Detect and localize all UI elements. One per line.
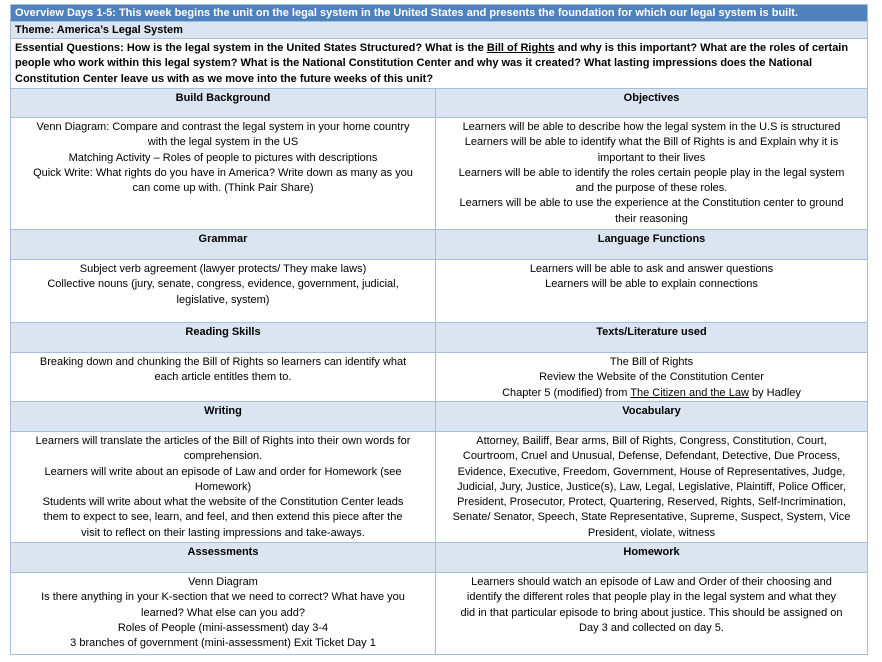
essential-questions-end: and why is this important? What are the roles of certain people who work within this legal system? What is the National Constitution Center and why was it created? What lasting impressions does the National Constitution Center leave us with as we move into the future weeks of this unit? (15, 42, 849, 85)
objectives-line: Learners will be able to use the experience at the Constitution center to ground (459, 197, 844, 210)
vocabulary-cell (436, 432, 867, 542)
citation-suffix: by Hadley (748, 386, 801, 399)
bill-of-rights-underlined: Bill of Rights (486, 42, 555, 54)
vocabulary-line: Evidence, Executive, Freedom, Government, House of Representatives, Judge, (457, 465, 846, 478)
build-background-line: with the legal system in the US (147, 136, 299, 149)
language-functions-heading: Language Functions (597, 233, 706, 245)
citation-line (440, 386, 863, 401)
reading-skills-line: Breaking down and chunking the Bill of Rights so learners can identify what (39, 356, 407, 368)
writing-cell (11, 432, 436, 542)
essential-questions-text (11, 39, 867, 88)
writing-line: Learners will write about an episode of Law and order for Homework (see (44, 465, 402, 478)
assessments-heading: Assessments (11, 543, 436, 572)
vocabulary-line: Senate/ Senator, Speech, State Representative, Supreme, Suspect, System, Vice (452, 511, 851, 524)
objectives-line: Learners will be able to identify what the Bill of Rights is and Explain why it is (464, 136, 839, 149)
build-background-heading: Build Background (11, 89, 436, 117)
writing-line: Homework) (194, 480, 252, 493)
writing-heading: Writing (11, 402, 436, 431)
section-header-row (11, 89, 867, 118)
objectives-heading: Objectives (623, 92, 680, 104)
objectives-line: and the purpose of these roles. (575, 182, 728, 195)
section-content-row (11, 353, 867, 402)
language-functions-line: Learners will be able to ask and answer questions (529, 263, 774, 275)
assessments-line: Roles of People (mini-assessment) day 3-4 (117, 621, 329, 634)
citation-prefix: Chapter 5 (modified) from (502, 386, 631, 399)
language-functions-cell (436, 260, 867, 322)
texts-literature-cell (436, 353, 867, 401)
section-content-row (11, 118, 867, 230)
assessments-line: 3 branches of government (mini-assessment) Exit Ticket Day 1 (70, 637, 376, 650)
language-functions-line: Learners will be able to explain connections (545, 278, 758, 291)
homework-line: did in that particular episode to bring about justice. This should be assigned on (460, 606, 843, 619)
section-header-row (11, 230, 867, 260)
grammar-cell (11, 260, 436, 322)
essential-questions-start: Essential Questions: How is the legal system in the United States Structured? What is the (15, 42, 487, 54)
writing-line: Learners will translate the articles of the Bill of Rights into their own words for (35, 435, 411, 447)
writing-line: comprehension. (183, 450, 263, 463)
reading-skills-heading: Reading Skills (11, 323, 436, 352)
homework-line: identify the different roles that people play in the legal system and what they (466, 591, 837, 604)
vocabulary-line: President, Prosecutor, Protect, Quartering, Reserved, Rights, Self-Incrimination, (457, 496, 846, 509)
texts-literature-heading: Texts/Literature used (596, 326, 707, 338)
homework-line: Learners should watch an episode of Law and Order of their choosing and (471, 576, 832, 588)
section-content-row (11, 573, 867, 655)
lesson-plan-table (10, 4, 868, 655)
homework-line: Day 3 and collected on day 5. (579, 621, 724, 634)
grammar-heading: Grammar (11, 230, 436, 259)
section-header-row (11, 323, 867, 353)
vocabulary-line: Attorney, Bailiff, Bear arms, Bill of Rights, Congress, Constitution, Court, (476, 435, 827, 447)
homework-cell (436, 573, 867, 654)
objectives-line: their reasoning (615, 212, 688, 225)
section-content-row (11, 260, 867, 323)
vocabulary-line: Judicial, Jury, Justice, Justice(s), Law, Legal, Legislative, Plaintiff, Police Officer, (457, 480, 846, 493)
objectives-line: Learners will be able to describe how the legal system in the U.S is structured (462, 121, 841, 133)
objectives-cell (436, 118, 867, 229)
assessments-cell (11, 573, 436, 654)
build-background-line: Quick Write: What rights do you have in America? Write down as many as you (33, 166, 413, 179)
grammar-line: legislative, system) (176, 293, 270, 306)
assessments-line: Is there anything in your K-section that we need to correct? What have you (41, 591, 405, 604)
section-content-row (11, 432, 867, 543)
theme-row (11, 22, 867, 39)
objectives-line: Learners will be able to identify the roles certain people play in the legal system (458, 166, 845, 179)
texts-literature-line: Review the Website of the Constitution Center (539, 371, 764, 384)
section-header-row (11, 402, 867, 432)
overview-text: Overview Days 1-5: This week begins the unit on the legal system in the United States and presents the foundation for which our legal system is built. (15, 7, 798, 19)
section-header-row (11, 543, 867, 573)
assessments-line: Venn Diagram (188, 576, 258, 588)
reading-skills-cell (11, 353, 436, 401)
assessments-line: learned? What else can you add? (141, 606, 305, 619)
reading-skills-line: each article entitles them to. (154, 371, 292, 384)
vocabulary-line: President, violate, witness (587, 526, 716, 539)
build-background-line: Matching Activity – Roles of people to pictures with descriptions (68, 151, 378, 164)
book-title: The Citizen and the Law (630, 386, 749, 399)
vocabulary-heading: Vocabulary (622, 405, 681, 417)
build-background-line: can come up with. (Think Pair Share) (132, 182, 314, 195)
overview-row (11, 5, 867, 22)
writing-line: visit to reflect on their lasting impressions and take-aways. (81, 526, 365, 539)
theme-text: Theme: America’s Legal System (15, 24, 183, 36)
essential-questions-row (11, 39, 867, 89)
texts-literature-line: The Bill of Rights (609, 356, 694, 368)
objectives-line: important to their lives (597, 151, 706, 164)
homework-heading: Homework (623, 546, 680, 558)
grammar-line: Subject verb agreement (lawyer protects/ They make laws) (79, 263, 367, 275)
writing-line: Students will write about what the website of the Constitution Center leads (42, 496, 404, 509)
grammar-line: Collective nouns (jury, senate, congress, evidence, government, judicial, (47, 278, 399, 291)
build-background-cell (11, 118, 436, 229)
vocabulary-line: Courtroom, Cruel and Unusual, Defense, Defendant, Detective, Due Process, (462, 450, 841, 463)
writing-line: them to expect to see, learn, and feel, and then extend this piece after the (43, 511, 403, 524)
build-background-line: Venn Diagram: Compare and contrast the legal system in your home country (36, 121, 410, 133)
